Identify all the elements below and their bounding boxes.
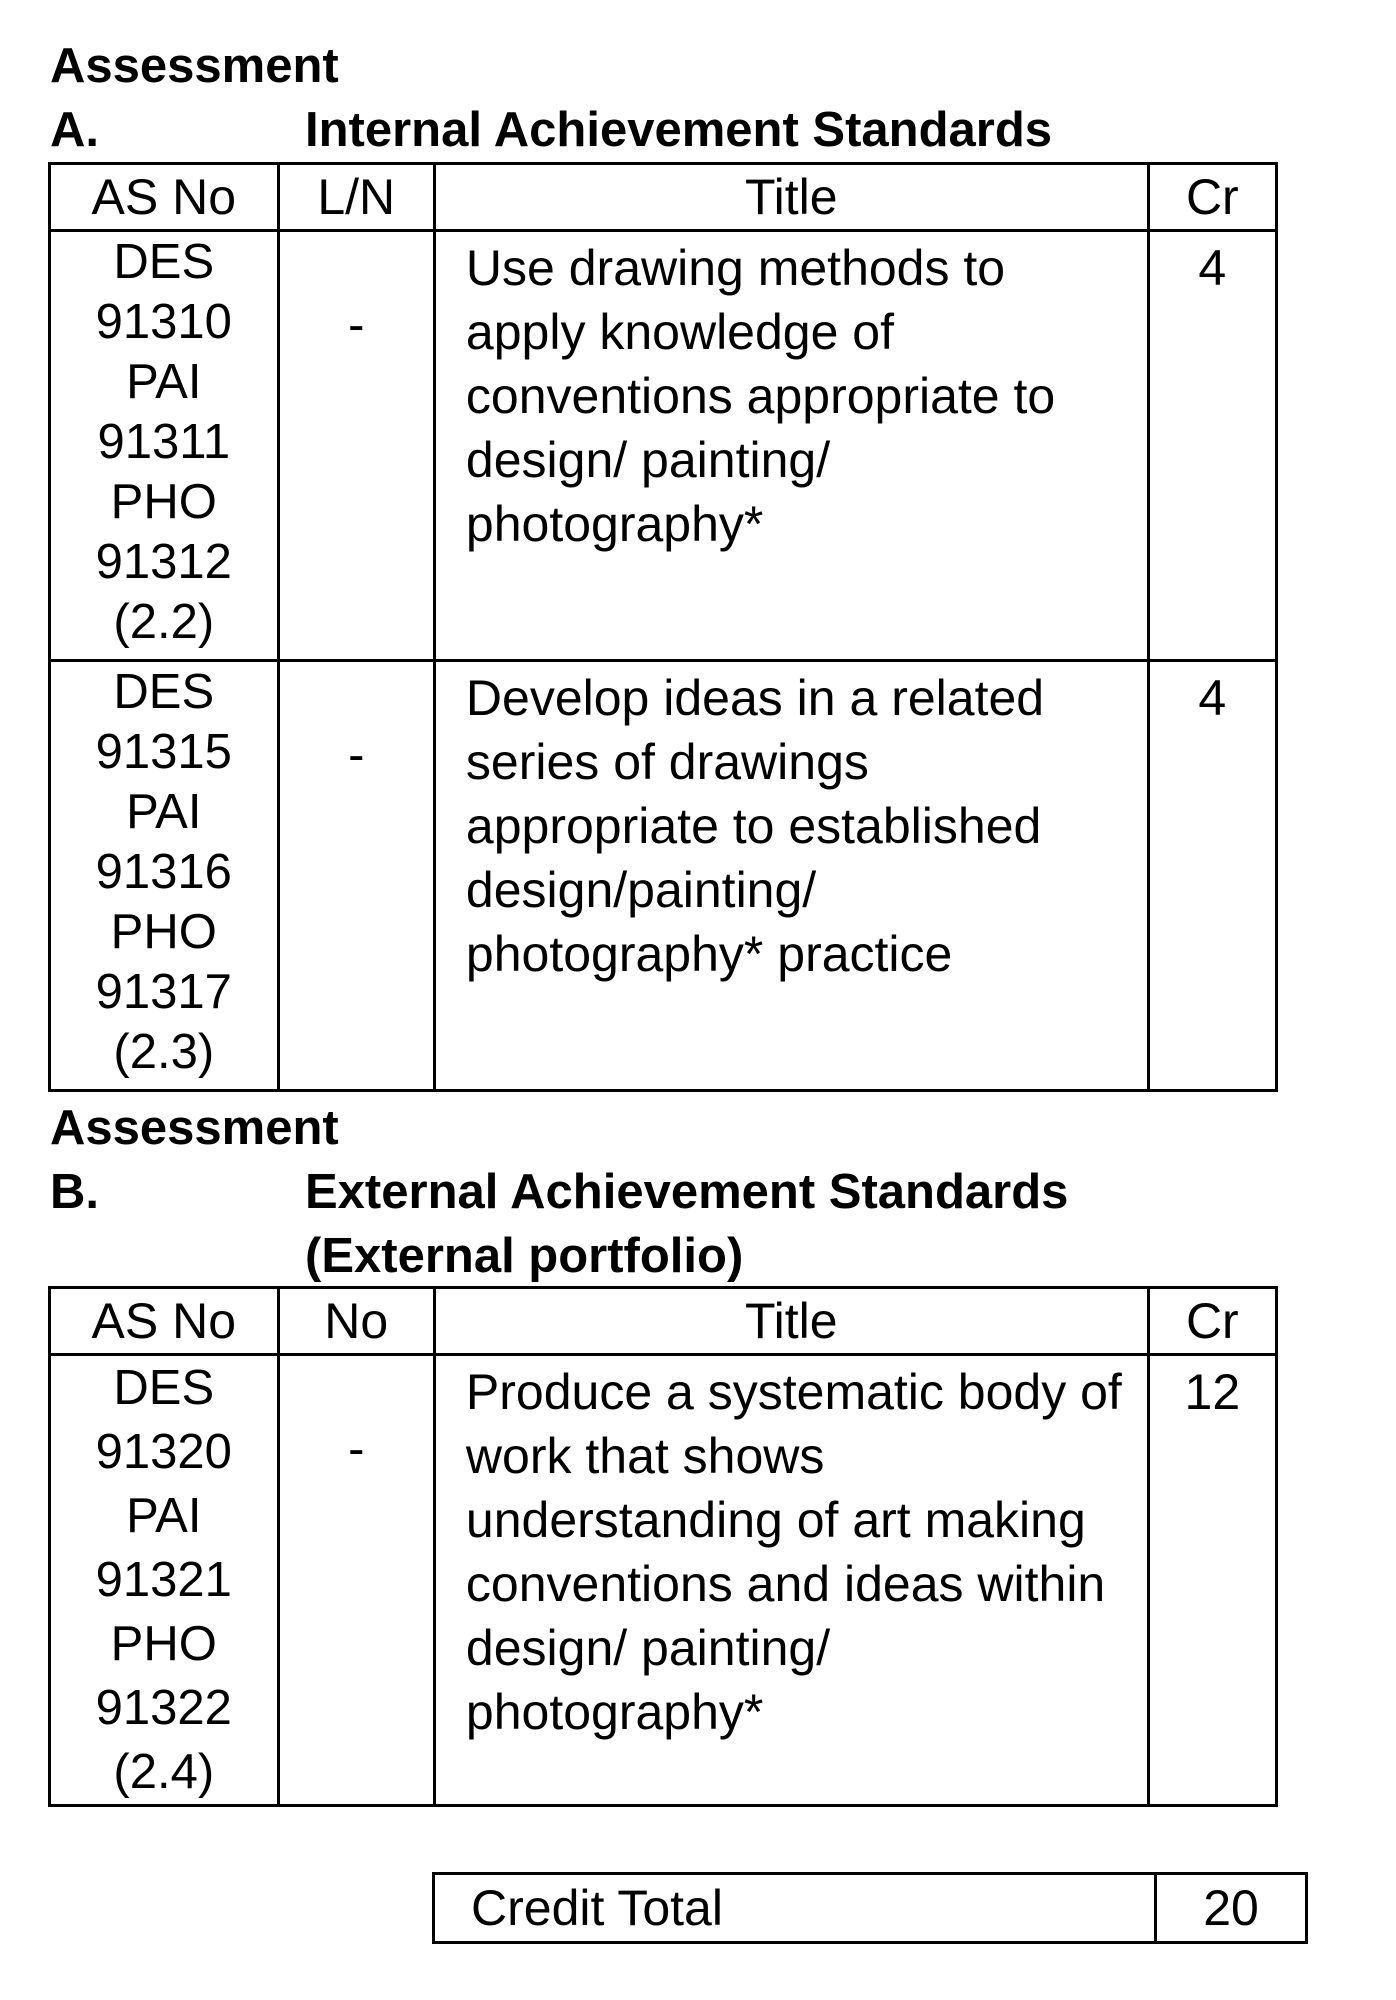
as-line: DES [113, 665, 215, 719]
as-number-cell [50, 661, 279, 1091]
credit-cell: 4 [1148, 661, 1276, 1091]
column-header-title: Title [434, 164, 1148, 231]
column-header-as-no: AS No [50, 1288, 279, 1355]
as-line: PAI [126, 785, 202, 839]
as-line: 91310 [95, 295, 232, 349]
as-line: PHO [110, 1617, 217, 1671]
credit-cell: 4 [1148, 231, 1276, 661]
section-b-assessment-heading: Assessment [50, 1101, 339, 1155]
as-line: 91320 [95, 1425, 232, 1479]
as-line: DES [113, 1361, 215, 1415]
credit-cell: 12 [1148, 1355, 1276, 1806]
table-header-row [50, 1288, 1277, 1355]
table-row [50, 231, 1277, 661]
table-row [50, 1355, 1277, 1806]
as-line: 91317 [95, 965, 232, 1019]
column-header-ln: L/N [278, 164, 434, 231]
as-line: (2.2) [113, 595, 215, 649]
as-line: PHO [110, 475, 217, 529]
as-line: 91322 [95, 1681, 232, 1735]
as-line: PAI [126, 1489, 202, 1543]
ln-cell: - [278, 661, 434, 1091]
column-header-cr: Cr [1148, 164, 1276, 231]
table-header-row [50, 164, 1277, 231]
as-line: 91321 [95, 1553, 232, 1607]
title-cell: Produce a systematic body of work that shows understanding of art making conventions and ideas within design/ painting/ photography* [434, 1355, 1148, 1806]
as-line: PHO [110, 905, 217, 959]
as-line: DES [113, 235, 215, 289]
section-b-title: External Achievement Standards [305, 1165, 1069, 1219]
as-line: (2.4) [113, 1745, 215, 1799]
section-b-subtitle: (External portfolio) [305, 1229, 744, 1283]
ln-cell: - [278, 231, 434, 661]
section-a-assessment-heading: Assessment [50, 39, 339, 93]
credit-total-value: 20 [1156, 1874, 1307, 1943]
as-line: 91316 [95, 845, 232, 899]
credit-total-row [434, 1874, 1307, 1943]
column-header-no: No [278, 1288, 434, 1355]
credit-total-label: Credit Total [434, 1874, 1156, 1943]
internal-standards-table [48, 162, 1278, 1092]
section-b-letter: B. [50, 1165, 99, 1219]
external-standards-table [48, 1286, 1278, 1807]
as-number-cell [50, 231, 279, 661]
column-header-title: Title [434, 1288, 1148, 1355]
column-header-as-no: AS No [50, 164, 279, 231]
column-header-cr: Cr [1148, 1288, 1276, 1355]
table-row [50, 661, 1277, 1091]
title-cell: Develop ideas in a related series of drawings appropriate to established design/painting/ photography* practice [434, 661, 1148, 1091]
credit-total-table [432, 1872, 1308, 1944]
section-a-letter: A. [50, 103, 99, 157]
ln-cell: - [278, 1355, 434, 1806]
as-line: 91312 [95, 535, 232, 589]
as-line: 91315 [95, 725, 232, 779]
as-line: PAI [126, 355, 202, 409]
section-a-title: Internal Achievement Standards [305, 103, 1053, 157]
as-line: (2.3) [113, 1025, 215, 1079]
title-cell: Use drawing methods to apply knowledge of conventions appropriate to design/ painting/ photography* [434, 231, 1148, 661]
as-line: 91311 [97, 415, 231, 469]
as-number-cell [50, 1355, 279, 1806]
